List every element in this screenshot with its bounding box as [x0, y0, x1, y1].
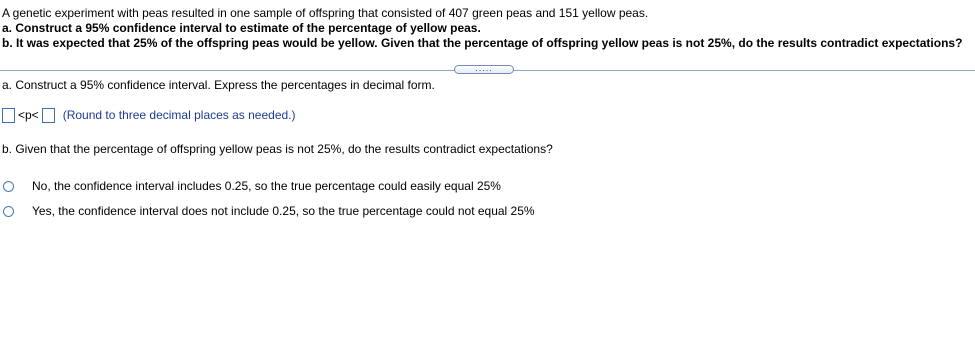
question-a-prompt: a. Construct a 95% confidence interval. Express the percentages in decimal form.	[2, 78, 435, 92]
answer-option-yes[interactable]	[3, 204, 535, 218]
answer-option-no[interactable]	[3, 179, 501, 193]
option-label: Yes, the confidence interval does not include 0.25, so the true percentage could not equal 25%	[32, 204, 535, 218]
radio-button-icon[interactable]	[3, 206, 14, 217]
question-b-prompt: b. Given that the percentage of offspring yellow peas is not 25%, do the results contradict expectations?	[2, 142, 553, 156]
confidence-interval-row	[2, 106, 296, 124]
upper-bound-input[interactable]	[42, 108, 55, 123]
expand-button[interactable]: .....	[454, 65, 514, 74]
problem-part-a: a. Construct a 95% confidence interval to estimate of the percentage of yellow peas.	[2, 21, 481, 35]
ci-operator: <p<	[18, 108, 39, 122]
section-divider	[0, 65, 975, 77]
lower-bound-input[interactable]	[2, 108, 15, 123]
problem-intro: A genetic experiment with peas resulted in one sample of offspring that consisted of 407 green peas and 151 yellow peas.	[2, 6, 649, 20]
rounding-hint: (Round to three decimal places as needed.)	[62, 108, 296, 122]
problem-statement	[2, 6, 972, 51]
option-label: No, the confidence interval includes 0.25, so the true percentage could easily equal 25%	[32, 179, 501, 193]
problem-part-b: b. It was expected that 25% of the offspring peas would be yellow. Given that the percentage of offspring yellow peas is not 25%, do the results contradict expectations?	[2, 36, 963, 50]
radio-button-icon[interactable]	[3, 181, 14, 192]
